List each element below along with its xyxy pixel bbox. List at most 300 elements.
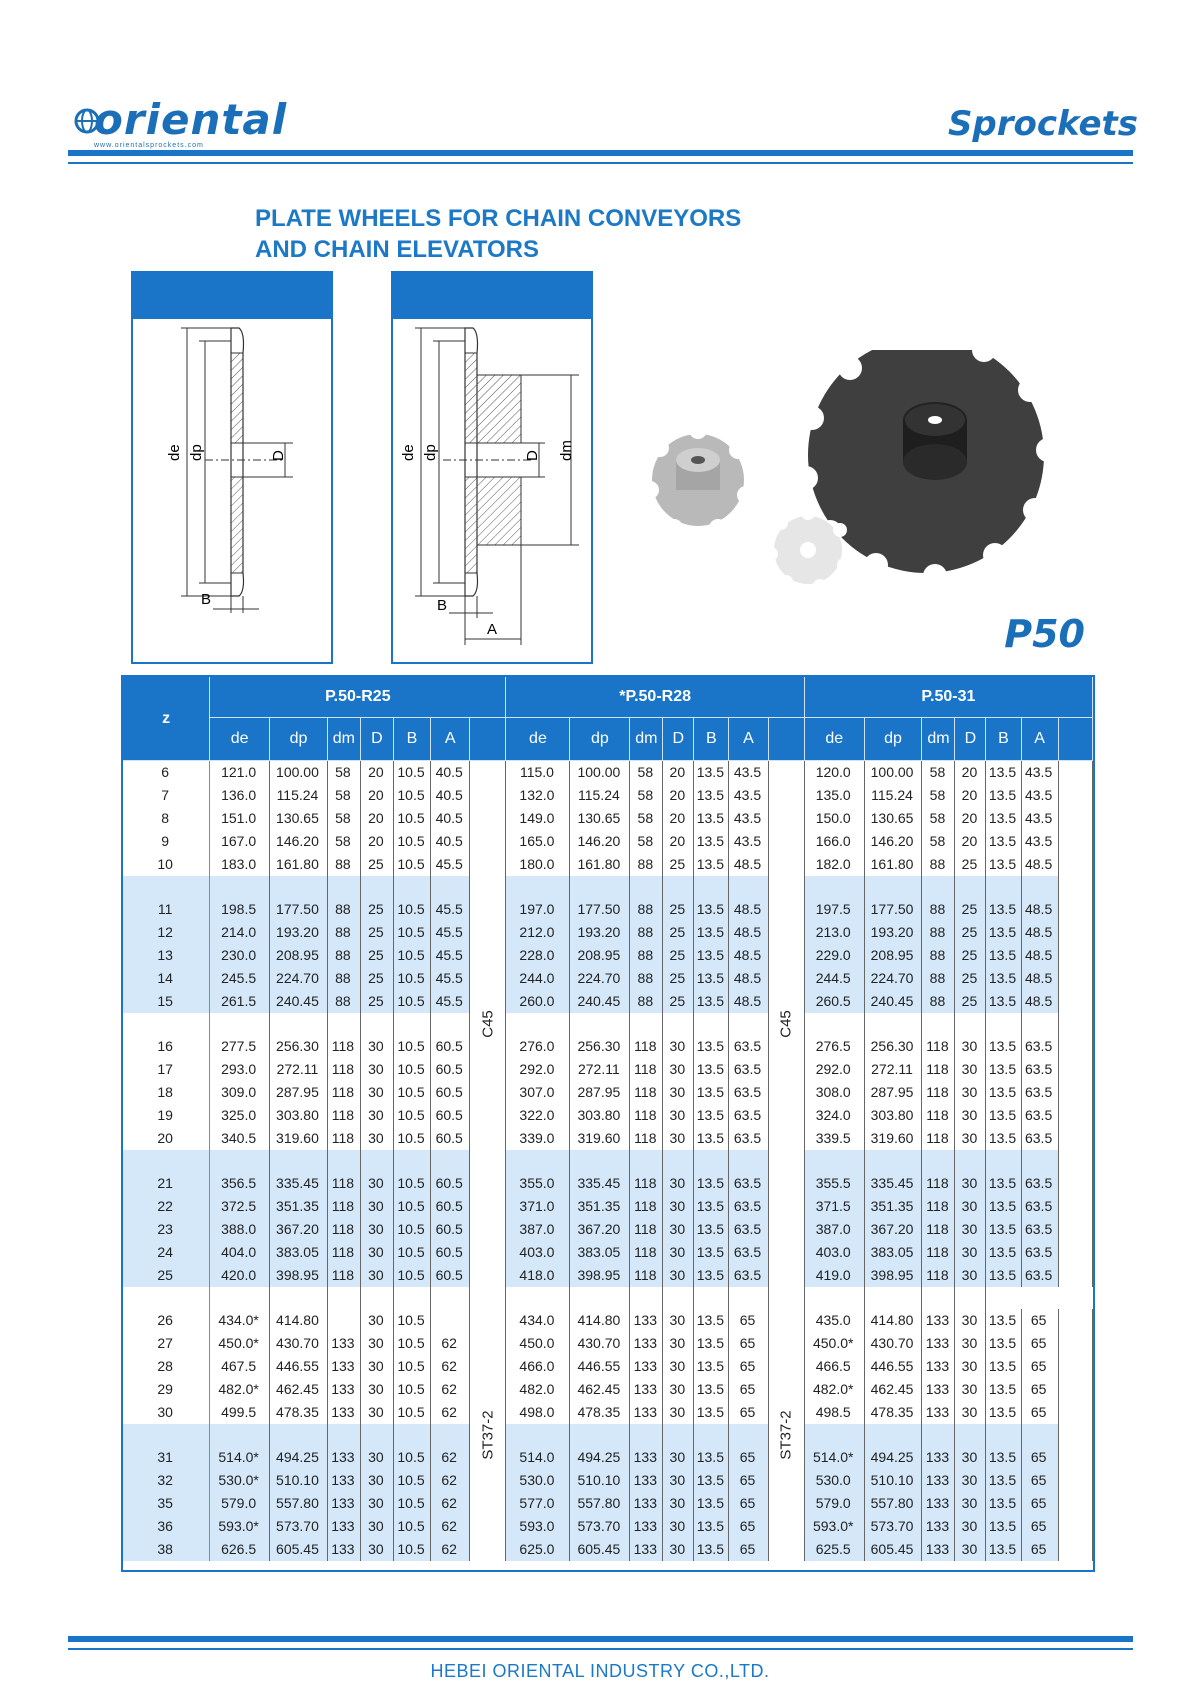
value-cell: 10.5 [393,807,430,830]
z-cell: 32 [123,1469,210,1492]
hub-plate-drawing [393,273,591,662]
value-cell: 10.5 [393,1035,430,1058]
value-cell: 13.5 [986,1492,1021,1515]
value-cell: 530.0 [506,1469,570,1492]
value-cell: 13.5 [694,853,729,876]
value-cell: 25 [663,898,694,921]
value-cell: 13.5 [986,1104,1021,1127]
value-cell: 13.5 [694,1127,729,1150]
value-cell: 30 [663,1081,694,1104]
value-cell: 478.35 [270,1401,328,1424]
value-cell: 20 [360,830,393,853]
value-cell: 272.11 [864,1058,922,1081]
value-cell: 118 [922,1058,955,1081]
value-cell: 30 [955,1515,986,1538]
dim-D: D [270,450,287,461]
value-cell: 498.5 [804,1401,864,1424]
value-cell: 65 [1021,1492,1058,1515]
value-cell: 63.5 [1021,1035,1058,1058]
table-row [123,1401,1093,1424]
value-cell: 43.5 [729,761,768,785]
value-cell: 605.45 [570,1538,630,1561]
title-line-1: PLATE WHEELS FOR CHAIN CONVEYORS [255,205,742,232]
value-cell: 593.0 [506,1515,570,1538]
value-cell: 30 [360,1241,393,1264]
z-cell: 7 [123,784,210,807]
value-cell: 60.5 [431,1058,470,1081]
value-cell: 48.5 [1021,990,1058,1013]
value-cell: 62 [431,1332,470,1355]
value-cell: 58 [630,784,663,807]
value-cell: 63.5 [729,1058,768,1081]
value-cell: 43.5 [1021,761,1058,785]
value-cell: 228.0 [506,944,570,967]
value-cell: 383.05 [864,1241,922,1264]
value-cell: 30 [360,1355,393,1378]
value-cell: 25 [360,898,393,921]
value-cell: 25 [663,990,694,1013]
value-cell: 20 [663,830,694,853]
value-cell: 60.5 [431,1264,470,1287]
value-cell: 13.5 [986,830,1021,853]
sub-header: de [804,718,864,761]
value-cell: 25 [360,967,393,990]
value-cell: 13.5 [986,898,1021,921]
value-cell: 414.80 [570,1309,630,1332]
value-cell: 383.05 [270,1241,328,1264]
value-cell: 25 [955,921,986,944]
value-cell: 65 [729,1332,768,1355]
value-cell: 272.11 [270,1058,328,1081]
value-cell: 133 [630,1515,663,1538]
sub-header: de [506,718,570,761]
table-row [123,853,1093,876]
value-cell: 63.5 [1021,1081,1058,1104]
value-cell: 13.5 [694,1172,729,1195]
value-cell: 30 [663,1492,694,1515]
value-cell: 62 [431,1538,470,1561]
title-line-2: AND CHAIN ELEVATORS [255,236,540,263]
z-cell: 30 [123,1401,210,1424]
value-cell: 62 [431,1469,470,1492]
footer-rule-thin [68,1648,1133,1650]
value-cell: 30 [663,1104,694,1127]
value-cell: 287.95 [570,1081,630,1104]
value-cell: 10.5 [393,830,430,853]
z-cell: 16 [123,1035,210,1058]
value-cell: 45.5 [431,967,470,990]
value-cell: 30 [663,1332,694,1355]
table-row [123,1515,1093,1538]
value-cell: 65 [1021,1332,1058,1355]
value-cell: 118 [327,1127,360,1150]
value-cell: 435.0 [804,1309,864,1332]
value-cell: 307.0 [506,1081,570,1104]
value-cell: 177.50 [570,898,630,921]
value-cell: 48.5 [1021,853,1058,876]
value-cell: 118 [630,1218,663,1241]
value-cell: 30 [955,1355,986,1378]
value-cell: 13.5 [694,1104,729,1127]
value-cell: 403.0 [506,1241,570,1264]
table-row [123,1309,1093,1332]
table-row [123,1241,1093,1264]
value-cell: 120.0 [804,761,864,785]
dim-B: B [437,597,448,614]
value-cell: 30 [663,1469,694,1492]
value-cell: 13.5 [986,990,1021,1013]
value-cell: 30 [663,1309,694,1332]
value-cell: 292.0 [506,1058,570,1081]
value-cell: 58 [922,807,955,830]
value-cell: 63.5 [1021,1104,1058,1127]
table-row [123,990,1093,1013]
value-cell: 276.0 [506,1035,570,1058]
value-cell: 100.00 [570,761,630,785]
dim-de: de [400,444,417,461]
value-cell: 13.5 [986,1241,1021,1264]
value-cell: 388.0 [210,1218,270,1241]
value-cell: 63.5 [729,1241,768,1264]
material-label: C45 [479,1010,497,1038]
value-cell: 13.5 [986,1469,1021,1492]
value-cell: 398.95 [270,1264,328,1287]
z-cell: 15 [123,990,210,1013]
value-cell: 478.35 [570,1401,630,1424]
value-cell: 60.5 [431,1241,470,1264]
value-cell: 115.24 [270,784,328,807]
z-cell: 38 [123,1538,210,1561]
value-cell: 48.5 [1021,944,1058,967]
value-cell: 30 [663,1035,694,1058]
value-cell: 100.00 [864,761,922,785]
z-cell: 36 [123,1515,210,1538]
z-cell: 26 [123,1309,210,1332]
value-cell: 40.5 [431,830,470,853]
value-cell: 65 [729,1469,768,1492]
table-row [123,967,1093,990]
table-row [123,921,1093,944]
value-cell: 256.30 [270,1035,328,1058]
value-cell: 58 [327,807,360,830]
value-cell: 30 [955,1195,986,1218]
value-cell: 88 [327,944,360,967]
value-cell: 13.5 [694,1492,729,1515]
value-cell: 58 [327,830,360,853]
table-row [123,1538,1093,1561]
brand-logo [74,95,288,149]
material-label: C45 [777,1010,795,1038]
value-cell: 398.95 [864,1264,922,1287]
value-cell: 60.5 [431,1172,470,1195]
value-cell: 208.95 [270,944,328,967]
group-header: P.50-R25 [210,677,506,718]
value-cell: 261.5 [210,990,270,1013]
value-cell: 133 [922,1401,955,1424]
value-cell: 45.5 [431,898,470,921]
value-cell: 414.80 [270,1309,328,1332]
value-cell: 48.5 [729,853,768,876]
sub-header: D [663,718,694,761]
z-cell: 17 [123,1058,210,1081]
value-cell: 182.0 [804,853,864,876]
value-cell: 43.5 [1021,807,1058,830]
value-cell: 13.5 [694,1515,729,1538]
value-cell: 10.5 [393,1401,430,1424]
value-cell: 510.10 [570,1469,630,1492]
value-cell: 419.0 [804,1264,864,1287]
value-cell: 208.95 [864,944,922,967]
z-cell: 6 [123,761,210,785]
table-row [123,898,1093,921]
value-cell: 63.5 [729,1104,768,1127]
table-row [123,1332,1093,1355]
value-cell: 60.5 [431,1081,470,1104]
value-cell: 118 [327,1104,360,1127]
value-cell: 45.5 [431,944,470,967]
dim-dm: dm [558,440,575,461]
value-cell: 62 [431,1492,470,1515]
material-cell [1058,761,1092,1288]
value-cell: 13.5 [986,1355,1021,1378]
table-row [123,1446,1093,1469]
z-cell: 35 [123,1492,210,1515]
value-cell: 10.5 [393,1309,430,1332]
value-cell: 573.70 [864,1515,922,1538]
z-cell: 8 [123,807,210,830]
value-cell: 593.0* [210,1515,270,1538]
value-cell: 10.5 [393,1469,430,1492]
value-cell: 65 [1021,1378,1058,1401]
value-cell: 161.80 [270,853,328,876]
value-cell: 625.0 [506,1538,570,1561]
value-cell: 20 [955,807,986,830]
value-cell: 30 [360,1515,393,1538]
value-cell: 62 [431,1515,470,1538]
z-cell: 23 [123,1218,210,1241]
sub-header: dm [630,718,663,761]
value-cell: 183.0 [210,853,270,876]
value-cell: 65 [1021,1309,1058,1332]
value-cell: 133 [327,1538,360,1561]
value-cell: 245.5 [210,967,270,990]
value-cell: 133 [630,1309,663,1332]
value-cell: 133 [922,1492,955,1515]
value-cell: 30 [663,1538,694,1561]
value-cell: 30 [663,1195,694,1218]
value-cell: 244.0 [506,967,570,990]
value-cell: 372.5 [210,1195,270,1218]
sub-header: dp [864,718,922,761]
value-cell: 30 [360,1332,393,1355]
value-cell: 10.5 [393,1195,430,1218]
value-cell: 118 [630,1035,663,1058]
value-cell: 20 [663,807,694,830]
value-cell: 20 [955,830,986,853]
sub-header: de [210,718,270,761]
value-cell: 10.5 [393,761,430,785]
sub-header: dp [570,718,630,761]
value-cell: 351.35 [864,1195,922,1218]
value-cell: 130.65 [570,807,630,830]
value-cell: 25 [955,967,986,990]
value-cell: 133 [922,1378,955,1401]
spacer-row [123,1150,1093,1172]
value-cell: 30 [955,1104,986,1127]
value-cell: 498.0 [506,1401,570,1424]
table-head [123,677,1093,761]
sub-header: B [986,718,1021,761]
value-cell: 65 [1021,1401,1058,1424]
value-cell: 10.5 [393,967,430,990]
value-cell: 25 [360,944,393,967]
value-cell: 10.5 [393,1058,430,1081]
value-cell: 133 [327,1469,360,1492]
value-cell: 133 [327,1332,360,1355]
value-cell: 10.5 [393,1241,430,1264]
value-cell: 272.11 [570,1058,630,1081]
value-cell: 13.5 [986,1127,1021,1150]
value-cell: 13.5 [694,1401,729,1424]
value-cell: 118 [630,1172,663,1195]
value-cell: 146.20 [570,830,630,853]
value-cell: 197.5 [804,898,864,921]
spec-table-grid [123,677,1093,1561]
value-cell: 118 [922,1195,955,1218]
value-cell: 20 [360,761,393,785]
value-cell: 133 [922,1355,955,1378]
value-cell: 121.0 [210,761,270,785]
value-cell: 45.5 [431,921,470,944]
value-cell: 30 [955,1172,986,1195]
value-cell: 48.5 [729,944,768,967]
value-cell: 193.20 [864,921,922,944]
value-cell: 351.35 [570,1195,630,1218]
value-cell: 30 [955,1332,986,1355]
value-cell: 30 [955,1492,986,1515]
value-cell: 10.5 [393,853,430,876]
value-cell: 13.5 [986,807,1021,830]
spacer-row [123,876,1093,898]
sub-header: A [729,718,768,761]
table-row [123,1058,1093,1081]
value-cell: 30 [663,1378,694,1401]
value-cell: 161.80 [570,853,630,876]
value-cell: 367.20 [570,1218,630,1241]
sprocket-photo [640,350,1080,590]
value-cell: 30 [360,1469,393,1492]
value-cell: 88 [922,921,955,944]
value-cell: 30 [663,1241,694,1264]
value-cell: 13.5 [986,853,1021,876]
value-cell: 450.0* [210,1332,270,1355]
value-cell: 20 [663,784,694,807]
value-cell: 30 [360,1195,393,1218]
z-cell: 20 [123,1127,210,1150]
value-cell: 48.5 [729,921,768,944]
value-cell: 30 [955,1401,986,1424]
value-cell: 62 [431,1355,470,1378]
spacer-row [123,1013,1093,1035]
value-cell: 573.70 [570,1515,630,1538]
value-cell: 13.5 [694,761,729,785]
table-row [123,1492,1093,1515]
value-cell: 240.45 [570,990,630,1013]
value-cell: 118 [630,1127,663,1150]
value-cell: 48.5 [1021,921,1058,944]
value-cell: 25 [955,898,986,921]
value-cell: 13.5 [986,1538,1021,1561]
value-cell: 25 [663,944,694,967]
value-cell: 60.5 [431,1035,470,1058]
value-cell: 198.5 [210,898,270,921]
value-cell: 420.0 [210,1264,270,1287]
value-cell: 30 [663,1127,694,1150]
value-cell: 63.5 [1021,1195,1058,1218]
value-cell: 45.5 [431,853,470,876]
value-cell: 63.5 [1021,1127,1058,1150]
value-cell: 30 [955,1378,986,1401]
value-cell: 10.5 [393,921,430,944]
value-cell: 133 [327,1515,360,1538]
value-cell: 65 [1021,1446,1058,1469]
value-cell: 63.5 [1021,1218,1058,1241]
value-cell: 88 [327,921,360,944]
value-cell: 229.0 [804,944,864,967]
value-cell: 573.70 [270,1515,328,1538]
value-cell: 10.5 [393,1355,430,1378]
value-cell: 30 [955,1081,986,1104]
material-cell [768,761,804,1288]
value-cell: 30 [663,1264,694,1287]
z-cell: 29 [123,1378,210,1401]
value-cell: 626.5 [210,1538,270,1561]
value-cell: 514.0* [210,1446,270,1469]
value-cell: 10.5 [393,898,430,921]
value-cell: 65 [729,1378,768,1401]
value-cell: 466.5 [804,1355,864,1378]
value-cell: 136.0 [210,784,270,807]
value-cell: 133 [630,1355,663,1378]
sub-header: D [360,718,393,761]
value-cell: 118 [327,1195,360,1218]
value-cell [327,1309,360,1332]
value-cell: 30 [955,1309,986,1332]
value-cell: 25 [360,990,393,1013]
value-cell: 13.5 [694,898,729,921]
value-cell: 10.5 [393,1127,430,1150]
value-cell: 65 [729,1538,768,1561]
value-cell: 133 [922,1446,955,1469]
value-cell: 434.0* [210,1309,270,1332]
table-row [123,807,1093,830]
value-cell: 115.24 [570,784,630,807]
value-cell: 13.5 [694,1218,729,1241]
value-cell: 30 [360,1378,393,1401]
value-cell: 177.50 [270,898,328,921]
z-cell: 14 [123,967,210,990]
value-cell: 30 [360,1401,393,1424]
dim-dp: dp [188,444,205,461]
group-header: *P.50-R28 [506,677,804,718]
value-cell: 118 [922,1241,955,1264]
z-cell: 31 [123,1446,210,1469]
value-cell: 150.0 [804,807,864,830]
spacer-row [123,1287,1093,1309]
value-cell: 88 [922,898,955,921]
value-cell: 30 [360,1035,393,1058]
value-cell: 13.5 [694,944,729,967]
